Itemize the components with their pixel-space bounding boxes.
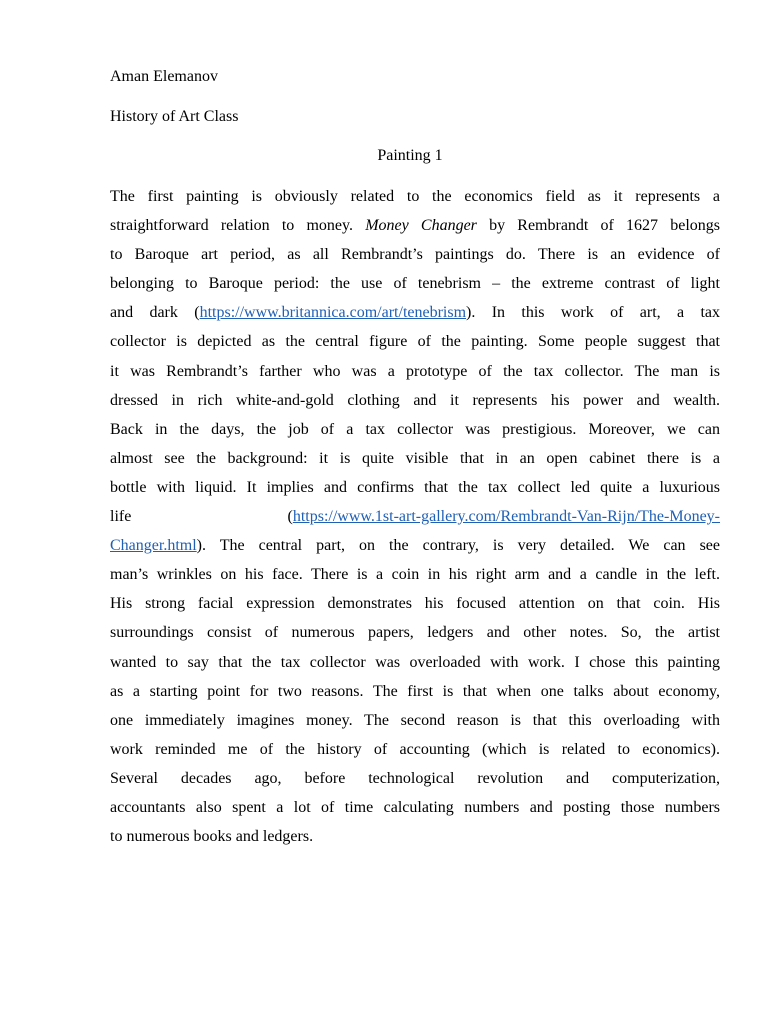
text-line — [110, 240, 720, 269]
text-run: His strong facial expression demonstrates his focused attention on that coin. His — [110, 595, 720, 613]
text-line — [110, 764, 720, 793]
text-run: bottle with liquid. It implies and confirms that the tax collect led quite a luxurious — [110, 478, 720, 496]
text-line — [110, 618, 720, 647]
text-run: The first painting is obviously related to the economics field as it represents a — [110, 188, 720, 205]
gallery-link-part1[interactable]: https://www.1st-art-gallery.com/Rembrandt-Van-Rijn/The-Money- — [292, 508, 720, 526]
gallery-link-part2[interactable]: Changer.html — [110, 537, 197, 555]
text-line — [110, 793, 720, 822]
text-run: work reminded me of the history of accounting (which is related to economics). — [110, 740, 720, 758]
text-run: Several decades ago, before technological revolution and computerization, — [110, 769, 720, 787]
text-line — [110, 415, 720, 444]
course-name: History of Art Class — [110, 108, 239, 125]
text-run: wanted to say that the tax collector was overloaded with work. I chose this painting — [110, 653, 720, 671]
text-run: accountants also spent a lot of time calculating numbers and posting those numbers — [110, 798, 720, 816]
text-run: ). The central part, on the contrary, is very detailed. We can see — [196, 537, 720, 555]
text-run: man’s wrinkles on his face. There is a coin in his right arm and a candle in the left. — [110, 566, 720, 584]
text-run: and dark ( — [110, 304, 200, 322]
britannica-link[interactable]: https://www.britannica.com/art/tenebrism — [199, 304, 467, 322]
text-run: straightforward relation to money. — [110, 217, 353, 235]
text-line — [110, 473, 720, 502]
text-line — [110, 677, 720, 706]
text-line — [110, 386, 720, 415]
text-run: collector is depicted as the central figure of the painting. Some people suggest that — [110, 333, 720, 351]
text-run: dressed in rich white-and-gold clothing and it represents his power and wealth. — [110, 391, 720, 409]
text-line — [110, 444, 720, 473]
text-line — [110, 327, 720, 356]
text-run: ). In this work of art, a tax — [466, 304, 721, 322]
text-line — [110, 589, 720, 618]
text-run: by Rembrandt of 1627 belongs — [489, 217, 721, 235]
text-run: it was Rembrandt’s farther who was a prototype of the tax collector. The man is — [110, 362, 720, 380]
text-run: almost see the background: it is quite visible that in an open cabinet there is a — [110, 449, 720, 467]
text-line — [110, 648, 720, 677]
text-run: as a starting point for two reasons. The first is that when one talks about economy, — [110, 682, 720, 700]
text-line — [110, 269, 720, 298]
text-run: belonging to Baroque period: the use of tenebrism – the extreme contrast of light — [110, 275, 720, 293]
text-line — [110, 822, 720, 851]
text-run: to numerous books and ledgers. — [110, 828, 314, 846]
text-line — [110, 182, 720, 211]
text-run: life ( — [110, 508, 293, 526]
text-line — [110, 531, 720, 560]
text-line — [110, 502, 720, 531]
text-run: surroundings consist of numerous papers, ledgers and other notes. So, the artist — [110, 624, 720, 642]
author-name: Aman Elemanov — [110, 68, 218, 85]
text-line — [110, 298, 720, 327]
text-line — [110, 211, 720, 240]
painting-title: Money Changer — [365, 217, 477, 235]
body-paragraph — [110, 182, 720, 851]
text-line — [110, 735, 720, 764]
text-run: to Baroque art period, as all Rembrandt’s paintings do. There is an evidence of — [110, 246, 720, 264]
text-line — [110, 706, 720, 735]
text-line — [110, 357, 720, 386]
text-line — [110, 560, 720, 589]
section-heading: Painting 1 — [377, 147, 443, 164]
text-run: one immediately imagines money. The second reason is that this overloading with — [110, 711, 720, 729]
text-run: Back in the days, the job of a tax collector was prestigious. Moreover, we can — [110, 420, 720, 438]
